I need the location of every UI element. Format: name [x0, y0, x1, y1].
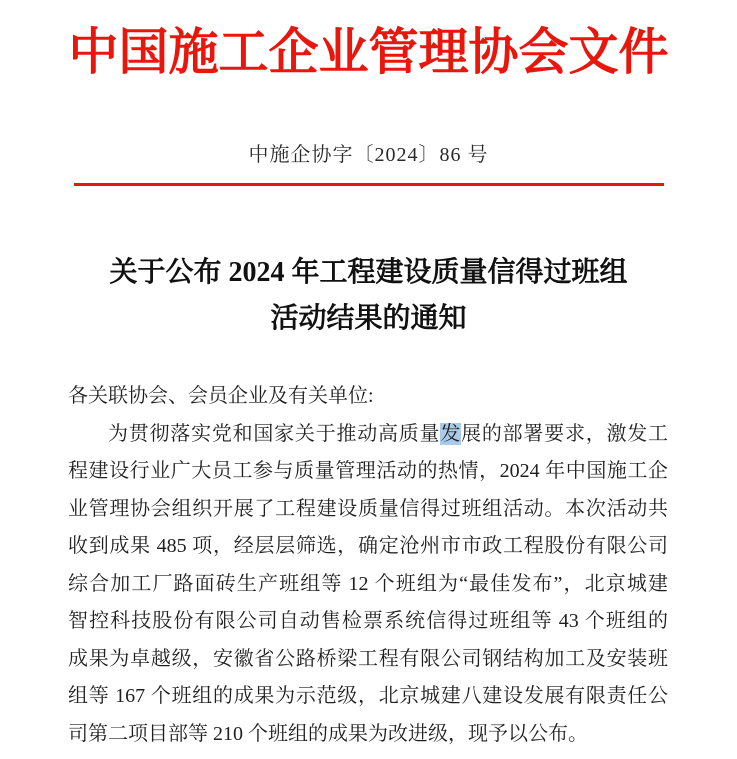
paragraph-line-2: 程建设行业广大员工参与质量管理活动的热情，2024 年中国施工企	[68, 460, 668, 482]
selected-text-highlight[interactable]: 发	[440, 422, 462, 445]
document-body	[68, 378, 668, 753]
paragraph-line-1	[68, 416, 668, 454]
paragraph-line-9: 司第二项目部等 210 个班组的成果为改进级，现予以公布。	[68, 722, 588, 745]
paragraph-line-7: 成果为卓越级，安徽省公路桥梁工程有限公司钢结构加工及安装班	[68, 647, 668, 670]
red-divider-line	[74, 183, 664, 186]
paragraph-line-6: 智控科技股份有限公司自动售检票系统信得过班组等 43 个班组的	[68, 610, 668, 632]
paragraph-line-4: 收到成果 485 项，经层层筛选，确定沧州市市政工程股份有限公司	[68, 535, 668, 557]
document-title-line1: 关于公布 2024 年工程建设质量信得过班组	[109, 257, 628, 288]
document-title	[0, 250, 737, 342]
paragraph-line-8: 组等 167 个班组的成果为示范级，北京城建八建设发展有限责任公	[68, 685, 668, 707]
paragraph-text-segment: 为贯彻落实党和国家关于推动高质量	[108, 422, 441, 445]
letterhead-title: 中国施工企业管理协会文件	[68, 24, 669, 80]
paragraph-line-5: 综合加工厂路面砖生产班组等 12 个班组为“最佳发布”，北京城建	[68, 572, 668, 595]
salutation-line: 各关联协会、会员企业及有关单位:	[68, 385, 374, 407]
document-title-line2: 活动结果的通知	[270, 303, 467, 334]
paragraph-text-segment: 展的部署要求，激发工	[461, 422, 669, 445]
document-number: 中施企协字〔2024〕86 号	[248, 144, 489, 166]
paragraph-line-3: 业管理协会组织开展了工程建设质量信得过班组活动。本次活动共	[68, 497, 668, 520]
